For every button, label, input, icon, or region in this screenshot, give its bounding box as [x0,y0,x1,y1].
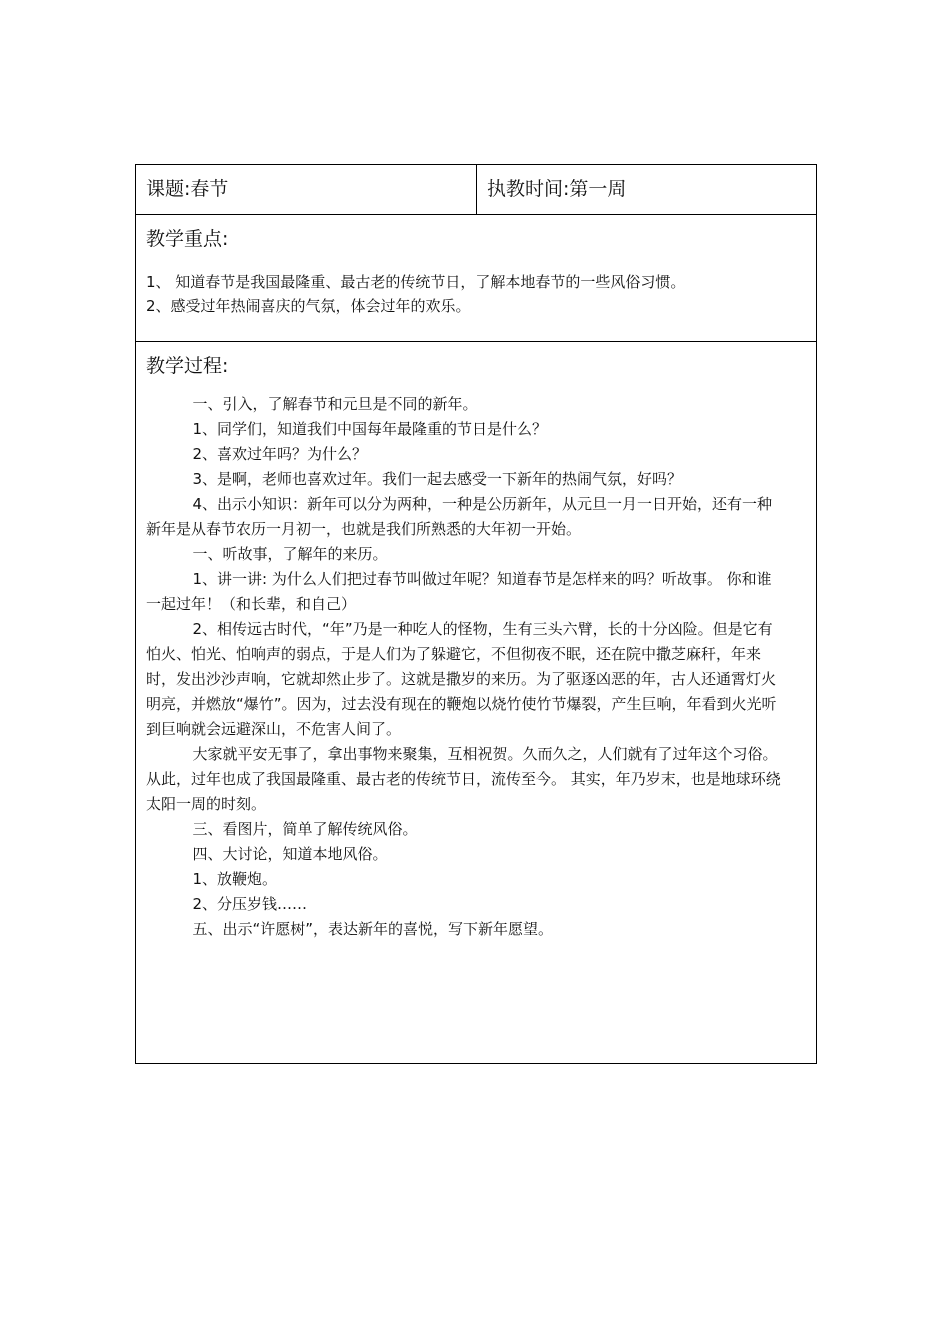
process-paragraph: 一、引入，了解春节和元旦是不同的新年。 [192,395,478,413]
teaching-process-section [136,342,816,1063]
process-paragraph: 1、讲一讲: 为什么人们把过春节叫做过年呢？知道春节是怎样来的吗？听故事。 你和谁一起过年！（和长辈，和自己） [146,570,772,613]
teaching-focus-section [136,215,816,342]
teaching-focus-title: 教学重点: [146,228,229,250]
process-paragraph: 大家就平安无事了，拿出事物来聚集，互相祝贺。久而久之，人们就有了过年这个习俗。从此，过年也成了我国最隆重、最古老的传统节日，流传至今。 其实，年乃岁末，也是地球环绕太阳一周的时刻。 [146,745,781,813]
focus-item: 2、感受过年热闹喜庆的气氛，体会过年的欢乐。 [146,297,471,315]
process-paragraph: 2、相传远古时代，“年”乃是一种吃人的怪物，生有三头六臂，长的十分凶险。但是它有怕火、怕光、怕响声的弱点，于是人们为了躲避它，不但彻夜不眠，还在院中撒芝麻秆，年来时，发出沙沙声响，它就却然止步了。这就是撒岁的来历。为了驱逐凶恶的年，古人还通霄灯火明亮，并燃放“爆竹”。因为，过去没有现在的鞭炮以烧竹使竹节爆裂，产生巨响，年看到火光听到巨响就会远避深山，不危害人间了。 [146,620,777,738]
process-paragraph: 四、大讨论，知道本地风俗。 [192,845,388,863]
lesson-plan-table [135,164,817,1064]
teaching-focus-list [146,270,816,318]
topic-cell: 课题:春节 [136,165,477,214]
process-paragraph: 2、分压岁钱…… [192,895,308,913]
focus-item: 1、 知道春节是我国最隆重、最古老的传统节日，了解本地春节的一些风俗习惯。 [146,273,686,291]
teaching-process-title: 教学过程: [146,355,229,377]
header-row [136,165,816,215]
process-paragraph: 三、看图片，简单了解传统风俗。 [192,820,418,838]
process-paragraph: 4、出示小知识：新年可以分为两种，一种是公历新年，从元旦一月一日开始，还有一种新年是从春节农历一月初一，也就是我们所熟悉的大年初一开始。 [146,495,773,538]
process-paragraph: 1、放鞭炮。 [192,870,278,888]
process-paragraph: 2、喜欢过年吗？为什么？ [192,445,368,463]
process-paragraph: 3、是啊，老师也喜欢过年。我们一起去感受一下新年的热闹气氛，好吗？ [192,470,683,488]
teaching-time-cell: 执教时间:第一周 [487,178,627,200]
teaching-process-body [146,392,784,942]
process-paragraph: 一、听故事，了解年的来历。 [192,545,388,563]
process-paragraph: 1、同学们，知道我们中国每年最隆重的节日是什么？ [192,420,548,438]
process-paragraph: 五、出示“许愿树”，表达新年的喜悦，写下新年愿望。 [192,920,554,938]
